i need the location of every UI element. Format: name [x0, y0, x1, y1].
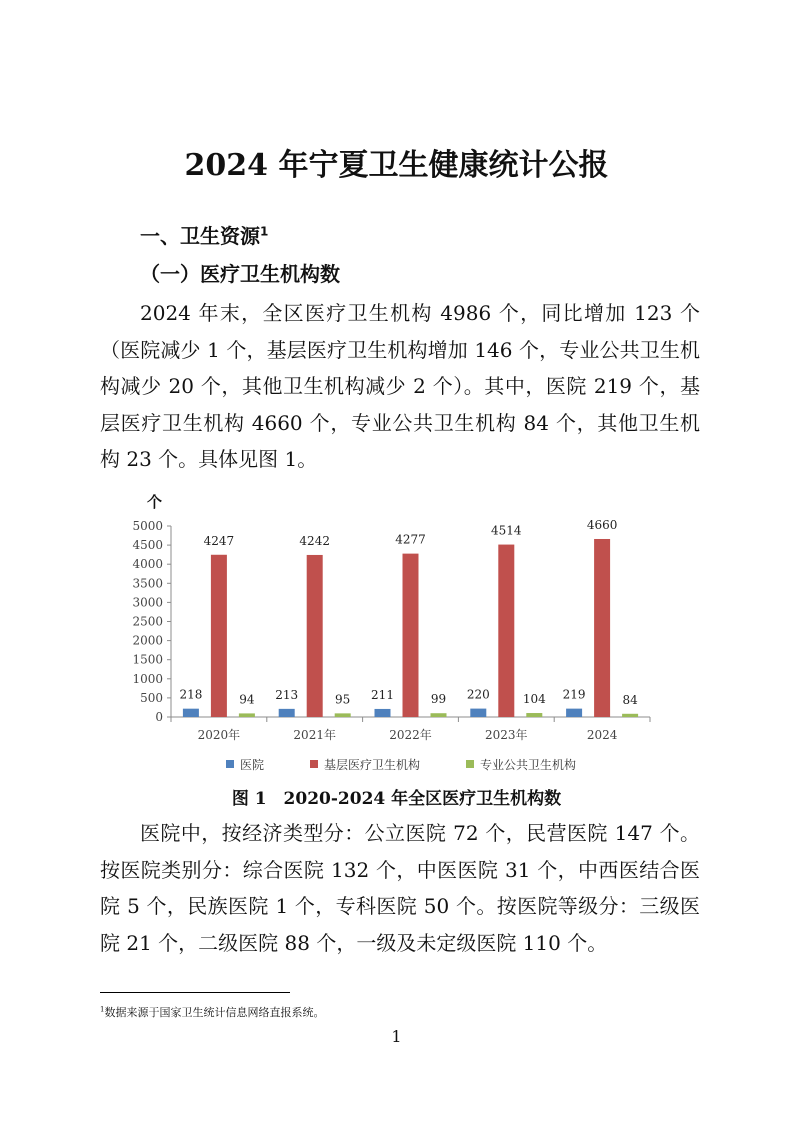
page-number: 1: [391, 1027, 402, 1046]
subsection-heading: （一）医疗卫生机构数: [140, 262, 340, 286]
footnote: [100, 1004, 324, 1020]
data-label: 4277: [395, 532, 426, 547]
y-tick-label: 4000: [132, 557, 163, 572]
data-label: 218: [179, 687, 203, 702]
bar: [335, 713, 351, 717]
bar: [566, 709, 582, 717]
legend-label: 专业公共卫生机构: [480, 758, 577, 772]
page-title: 2024 年宁夏卫生健康统计公报: [184, 148, 609, 183]
legend-swatch: [226, 760, 234, 768]
y-tick-label: 3500: [132, 576, 163, 591]
legend-label: 医院: [240, 758, 265, 772]
x-tick-label: 2021年: [293, 728, 336, 742]
footnote-ref: 1: [260, 224, 269, 239]
figure-caption: 图 1 2020-2024 年全区医疗卫生机构数: [231, 789, 562, 809]
bar: [403, 554, 419, 717]
data-label: 213: [275, 687, 299, 702]
y-tick-label: 5000: [132, 519, 163, 533]
y-tick-label: 3000: [132, 595, 163, 610]
paragraph: 医院中，按经济类型分：公立医院 72 个，民营医院 147 个。按医院类别分：综合医院 132 个，中医医院 31 个，中西医结合医院 5 个，民族医院 1 个，专科医院 50 个。按医院等级分：三级医院 21 个，二级医院 88 个，一级及未定级医院 110 个。: [100, 821, 700, 955]
bar: [470, 709, 486, 717]
footnote-divider: [100, 992, 290, 993]
data-label: 4514: [491, 523, 522, 538]
legend-swatch: [310, 760, 318, 768]
paragraph: 2024 年末，全区医疗卫生机构 4986 个，同比增加 123 个（医院减少 1 个，基层医疗卫生机构增加 146 个，专业公共卫生机构减少 20 个，其他卫生机构减少 2 个）。其中，医院 219 个，基层医疗卫生机构 4660 个，专业公共卫生机构 84 个，其他卫生机构 23 个。具体见图 1。: [100, 301, 700, 471]
data-label: 99: [430, 692, 447, 707]
y-tick-label: 2500: [132, 614, 163, 629]
y-tick-label: 1000: [132, 671, 163, 686]
bar: [375, 709, 391, 717]
x-tick-label: 2020年: [197, 728, 241, 742]
data-label: 211: [371, 687, 394, 702]
data-label: 220: [466, 687, 490, 702]
bar: [239, 713, 255, 717]
y-tick-label: 1500: [132, 652, 163, 667]
data-label: 219: [562, 687, 586, 702]
data-label: 104: [522, 692, 546, 707]
bar: [307, 555, 323, 717]
data-label: 4660: [586, 517, 618, 532]
y-tick-label: 500: [140, 690, 163, 705]
bar: [183, 709, 199, 717]
bar: [594, 539, 610, 717]
legend-label: 基层医疗卫生机构: [324, 758, 421, 772]
bar: [526, 713, 542, 717]
x-tick-label: 2022年: [389, 728, 432, 742]
y-tick-label: 2000: [132, 633, 163, 648]
bar: [279, 709, 295, 717]
bar: [498, 545, 514, 717]
data-label: 84: [622, 692, 638, 707]
data-label: 95: [335, 692, 351, 707]
y-tick-label: 0: [155, 710, 163, 724]
footnote-mark: 1: [100, 1005, 105, 1014]
bar: [622, 714, 638, 717]
data-label: 94: [239, 692, 255, 707]
bar: [431, 713, 447, 717]
y-tick-label: 4500: [132, 538, 163, 553]
y-axis-unit-label: 个: [147, 493, 163, 511]
x-tick-label: 2023年: [485, 728, 528, 742]
data-label: 4242: [299, 533, 330, 548]
bar: [211, 555, 227, 717]
section-heading-text: 一、卫生资源: [140, 224, 260, 248]
data-label: 4247: [203, 533, 235, 548]
legend-swatch: [466, 760, 474, 768]
x-tick-label: 2024: [586, 728, 618, 742]
footnote-text: 数据来源于国家卫生统计信息网络直报系统。: [104, 1006, 325, 1019]
